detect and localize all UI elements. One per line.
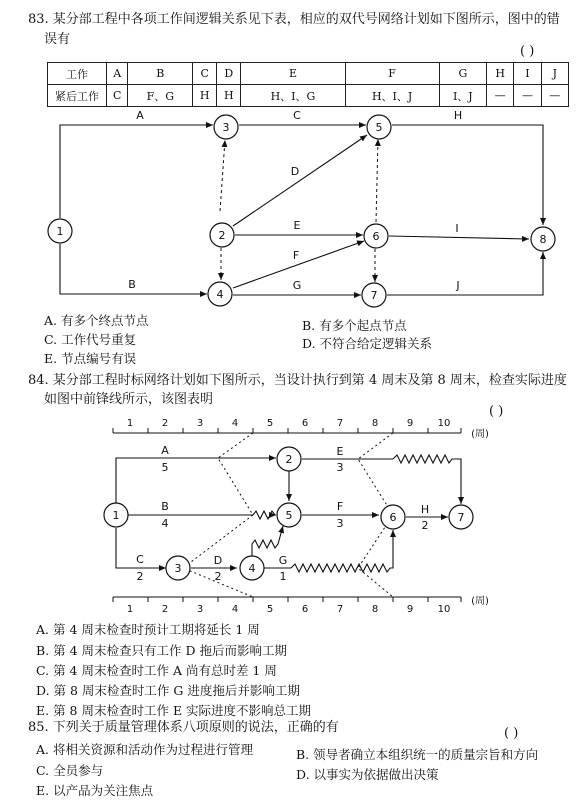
table-cell: F — [345, 63, 439, 85]
bottom-week-unit: (周) — [471, 596, 489, 607]
top-tick-label: 10 — [437, 418, 451, 429]
table-cell: C — [107, 85, 128, 107]
label-i: I — [455, 222, 459, 235]
q85-answer-paren[interactable]: ( ) — [504, 726, 519, 741]
duration-e: 3 — [336, 461, 344, 474]
q84-option-c[interactable]: C. 第 4 周末检查时工作 A 尚有总时差 1 周 — [36, 663, 277, 678]
top-week-unit: (周) — [471, 429, 489, 440]
label-d: D — [290, 165, 300, 178]
table-cell: H — [193, 85, 217, 107]
table-cell: I — [514, 63, 541, 85]
q85-option-d[interactable]: D. 以事实为依据做出决策 — [296, 767, 439, 782]
q83-answer-paren[interactable]: ( ) — [520, 44, 535, 59]
bottom-tick-label: 9 — [406, 604, 414, 615]
q83-option-b[interactable]: B. 有多个起点节点 — [302, 318, 407, 333]
node-5-label: 5 — [285, 509, 293, 522]
table-cell: D — [217, 63, 241, 85]
bottom-tick-label: 8 — [371, 604, 379, 615]
bottom-tick-label: 7 — [336, 604, 344, 615]
q83-option-a[interactable]: A. 有多个终点节点 — [44, 313, 149, 328]
node-1-label: 1 — [112, 509, 120, 522]
q83-stem-line1: 83. 某分部工程中各项工作间逻辑关系见下表，相应的双代号网络计划如下图所示，图中的错 — [28, 12, 560, 27]
bottom-tick-label: 6 — [301, 604, 309, 615]
table-cell: — — [514, 85, 541, 107]
q84-option-d[interactable]: D. 第 8 周末检查时工作 G 进度拖后并影响工期 — [36, 683, 300, 698]
node-7-label: 7 — [370, 289, 378, 302]
work-name-e: E — [336, 445, 344, 458]
label-e: E — [293, 219, 301, 232]
node-8-label: 8 — [539, 233, 547, 246]
label-b: B — [128, 278, 136, 291]
q85-option-b[interactable]: B. 领导者确立本组织统一的质量宗旨和方向 — [296, 747, 539, 762]
table-cell: E — [241, 63, 345, 85]
node-3-label: 3 — [174, 562, 182, 575]
duration-a: 5 — [161, 461, 169, 474]
bottom-tick-label: 10 — [437, 604, 451, 615]
work-a — [116, 458, 276, 505]
table-cell: — — [486, 85, 513, 107]
label-a: A — [136, 109, 144, 122]
table-cell: H — [486, 63, 513, 85]
q84-option-e[interactable]: E. 第 8 周末检查时工作 E 实际进度不影响总工期 — [36, 703, 312, 718]
table-cell: J — [541, 63, 568, 85]
q85-option-e[interactable]: E. 以产品为关注焦点 — [36, 783, 154, 798]
duration-g: 1 — [279, 570, 287, 583]
label-g: G — [292, 279, 302, 292]
q84-stem-line2: 如图中前锋线所示，该图表明 — [44, 392, 214, 407]
top-tick-label: 2 — [161, 418, 169, 429]
bottom-tick-label: 1 — [126, 604, 134, 615]
q84-option-a[interactable]: A. 第 4 周末检查时预计工期将延长 1 周 — [36, 622, 260, 637]
work-name-f: F — [336, 500, 344, 513]
table-header-work: 工作 — [48, 63, 107, 85]
label-c: C — [293, 109, 301, 122]
top-tick-label: 5 — [266, 418, 274, 429]
q85-option-c[interactable]: C. 全员参与 — [36, 763, 104, 778]
work-g-wave — [291, 530, 393, 572]
q83-option-c[interactable]: C. 工作代号重复 — [44, 332, 137, 347]
q83-option-e[interactable]: E. 节点编号有误 — [44, 351, 137, 366]
node-4-label: 4 — [248, 562, 256, 575]
node-3-label: 3 — [222, 121, 230, 134]
table-cell: H、I、G — [241, 85, 345, 107]
work-name-a: A — [161, 444, 169, 457]
work-name-h: H — [420, 503, 430, 516]
q83-stem-line2: 误有 — [44, 32, 71, 47]
node-6-label: 6 — [372, 230, 380, 243]
top-tick-label: 8 — [371, 418, 379, 429]
node-4-label: 4 — [216, 288, 224, 301]
work-4-5-wave — [252, 526, 283, 557]
work-name-c: C — [136, 553, 144, 566]
q85-stem: 85. 下列关于质量管理体系八项原则的说法，正确的有 — [28, 720, 339, 735]
table-cell: I、J — [439, 85, 486, 107]
bottom-tick-label: 3 — [196, 604, 204, 615]
duration-h: 2 — [421, 519, 429, 532]
duration-d: 2 — [214, 570, 222, 583]
table-cell: — — [541, 85, 568, 107]
duration-c: 2 — [136, 570, 144, 583]
table-cell: H、I、J — [345, 85, 439, 107]
q85-option-a[interactable]: A. 将相关资源和活动作为过程进行管理 — [36, 742, 253, 757]
table-cell: A — [107, 63, 128, 85]
node-2-label: 2 — [218, 229, 226, 242]
top-tick-label: 9 — [406, 418, 414, 429]
work-e-free-float-wave — [393, 455, 461, 504]
top-tick-label: 6 — [301, 418, 309, 429]
q84-option-b[interactable]: B. 第 4 周末检查只有工作 D 拖后而影响工期 — [36, 643, 288, 658]
q84-stem-line1: 84. 某分部工程时标网络计划如下图所示，当设计执行到第 4 周末及第 8 周末，检查实际进度 — [28, 373, 567, 388]
table-cell: G — [439, 63, 486, 85]
q84-answer-paren[interactable]: ( ) — [489, 404, 504, 419]
work-name-b: B — [161, 500, 169, 513]
top-tick-label: 4 — [231, 418, 239, 429]
table-header-follower: 紧后工作 — [48, 85, 107, 107]
node-5-label: 5 — [375, 121, 383, 134]
bottom-time-scale — [113, 597, 461, 602]
table-cell: F、G — [128, 85, 193, 107]
top-tick-label: 1 — [126, 418, 134, 429]
node-1-label: 1 — [56, 225, 64, 238]
label-h: H — [453, 109, 463, 122]
duration-f: 3 — [336, 517, 344, 530]
work-name-d: D — [213, 554, 223, 567]
top-tick-label: 3 — [196, 418, 204, 429]
duration-b: 4 — [161, 517, 169, 530]
bottom-tick-label: 4 — [231, 604, 239, 615]
work-b-wave — [253, 511, 276, 519]
bottom-tick-label: 2 — [161, 604, 169, 615]
work-name-g: G — [278, 554, 288, 567]
table-cell: H — [217, 85, 241, 107]
label-j: J — [456, 279, 460, 292]
bottom-tick-label: 5 — [266, 604, 274, 615]
table-cell: B — [128, 63, 193, 85]
top-tick-label: 7 — [336, 418, 344, 429]
node-7-label: 7 — [457, 511, 465, 524]
table-cell: C — [193, 63, 217, 85]
node-6-label: 6 — [389, 511, 397, 524]
label-f: F — [292, 249, 300, 262]
node-2-label: 2 — [285, 453, 293, 466]
q83-option-d[interactable]: D. 不符合给定逻辑关系 — [302, 336, 433, 351]
